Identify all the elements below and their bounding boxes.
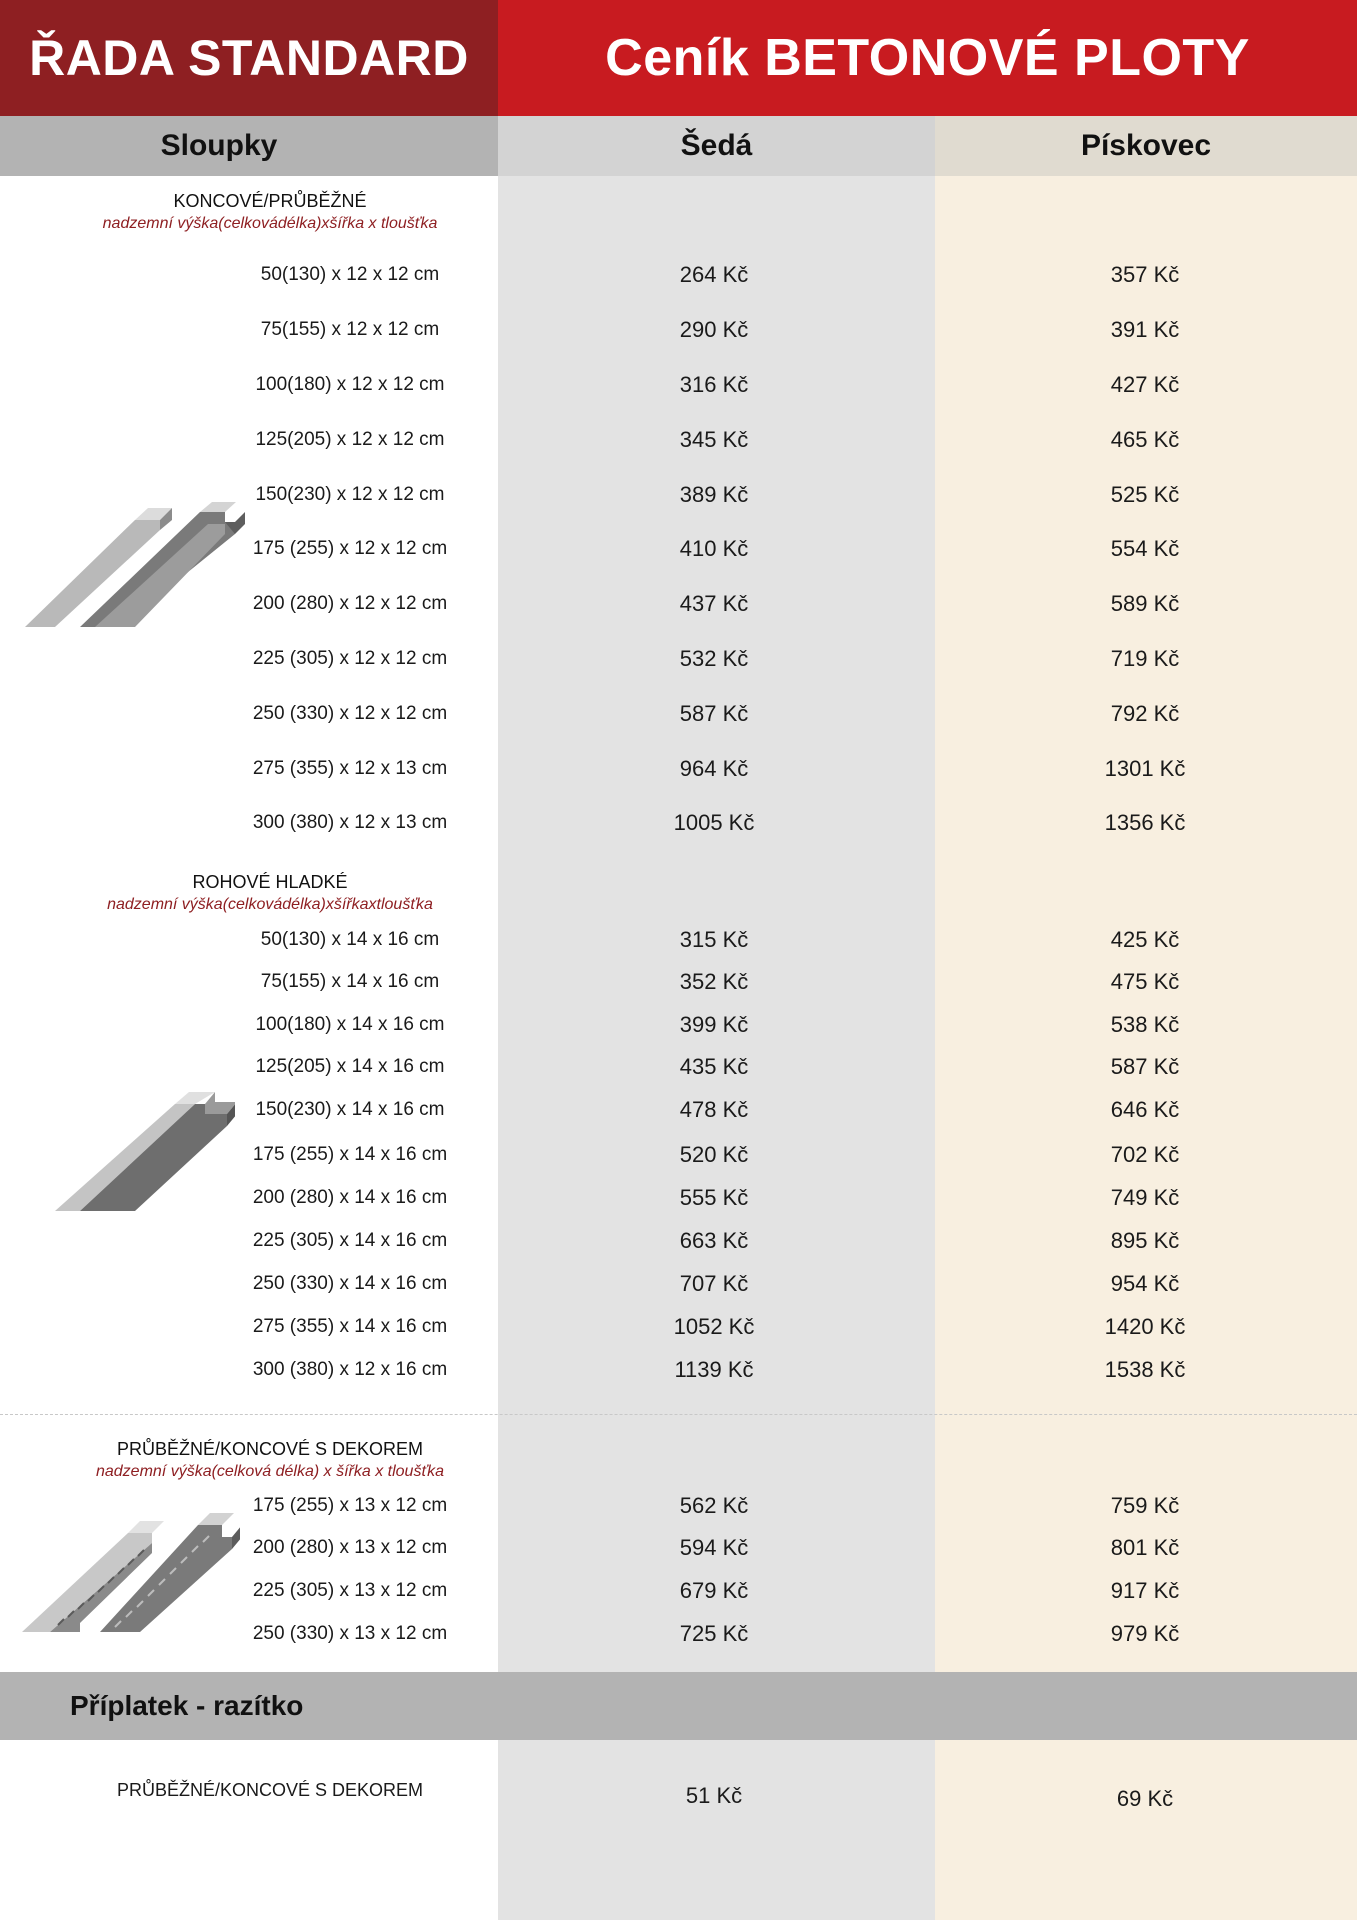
price-sand: 1538 Kč [1104,1357,1186,1382]
price-gray: 1139 Kč [674,1357,754,1382]
price-gray: 520 Kč [679,1142,749,1167]
post-dimensions: 175 (255) x 12 x 12 cm [252,538,448,559]
price-sand: 427 Kč [1110,372,1180,397]
price-sand: 69 Kč [1116,1786,1174,1811]
post-dimensions: 150(230) x 12 x 12 cm [255,484,445,505]
price-sand: 719 Kč [1110,646,1180,671]
post-dimensions: 225 (305) x 12 x 12 cm [252,648,448,669]
table-row [0,967,1357,997]
price-sand: 646 Kč [1110,1097,1180,1122]
price-sand: 979 Kč [1110,1621,1180,1646]
price-gray: 562 Kč [679,1493,749,1518]
section-divider [0,1414,1357,1415]
price-sand: 538 Kč [1110,1012,1180,1037]
price-gray: 679 Kč [679,1578,749,1603]
surcharge-header [0,1672,1357,1740]
table-row [0,1226,1357,1256]
price-sand: 1301 Kč [1104,756,1186,781]
price-gray: 594 Kč [679,1535,749,1560]
table-row [0,260,1357,290]
price-sand: 801 Kč [1110,1535,1180,1560]
price-sand: 465 Kč [1110,427,1180,452]
section-subtitle: nadzemní výška(celková délka) x šířka x tloušťka [95,1463,445,1480]
price-gray: 410 Kč [679,536,749,561]
price-gray: 1052 Kč [673,1314,755,1339]
post-dimensions: 250 (330) x 14 x 16 cm [252,1273,448,1294]
table-row [0,1010,1357,1040]
section-subtitle: nadzemní výška(celkovádélka)xšířkaxtloušťka [107,896,433,913]
post-dimensions: 300 (380) x 12 x 16 cm [252,1359,448,1380]
table-row [0,1312,1357,1342]
series-header [0,0,498,116]
table-row [0,1269,1357,1299]
surcharge-item: PRŮBĚŽNÉ/KONCOVÉ S DEKOREM [116,1780,424,1800]
price-gray: 707 Kč [679,1271,749,1296]
price-sand: 587 Kč [1110,1054,1180,1079]
section-title: PRŮBĚŽNÉ/KONCOVÉ S DEKOREM [116,1439,424,1459]
price-gray: 964 Kč [679,756,749,781]
post-dimensions: 250 (330) x 13 x 12 cm [252,1623,448,1644]
price-gray: 555 Kč [679,1185,749,1210]
post-dimensions: 50(130) x 14 x 16 cm [260,929,440,950]
price-gray: 352 Kč [679,969,749,994]
column-header-gray: Šedá [498,116,935,176]
price-list-header [498,0,1357,116]
table-row [0,754,1357,784]
column-header-sand: Pískovec [935,116,1357,176]
post-dimensions: 175 (255) x 13 x 12 cm [252,1495,448,1516]
decor-concrete-post-icon [20,1505,240,1635]
price-sand: 589 Kč [1110,591,1180,616]
price-list-title: Ceník BETONOVÉ PLOTY [605,29,1250,87]
price-sand: 759 Kč [1110,1493,1180,1518]
post-dimensions: 200 (280) x 13 x 12 cm [252,1537,448,1558]
price-gray: 1005 Kč [673,810,755,835]
price-gray: 399 Kč [679,1012,749,1037]
price-gray: 316 Kč [679,372,749,397]
post-dimensions: 225 (305) x 14 x 16 cm [252,1230,448,1251]
post-dimensions: 100(180) x 14 x 16 cm [255,1014,445,1035]
price-sand: 1420 Kč [1104,1314,1186,1339]
table-row [0,644,1357,674]
price-gray: 315 Kč [679,927,749,952]
table-row [0,808,1357,838]
price-sand: 525 Kč [1110,482,1180,507]
surcharge-title: Příplatek - razítko [70,1690,304,1721]
double-concrete-post-icon [20,500,250,630]
post-dimensions: 225 (305) x 13 x 12 cm [252,1580,448,1601]
price-gray: 587 Kč [679,701,749,726]
price-gray: 478 Kč [679,1097,749,1122]
section-subtitle: nadzemní výška(celkovádélka)xšířka x tloušťka [102,215,438,232]
post-dimensions: 150(230) x 14 x 16 cm [255,1099,445,1120]
post-dimensions: 50(130) x 12 x 12 cm [260,264,440,285]
price-gray: 532 Kč [679,646,749,671]
section-title: ROHOVÉ HLADKÉ [192,872,348,892]
price-gray: 437 Kč [679,591,749,616]
table-row [0,370,1357,400]
price-sand: 425 Kč [1110,927,1180,952]
price-gray: 51 Kč [685,1783,743,1808]
post-dimensions: 125(205) x 12 x 12 cm [255,429,445,450]
post-dimensions: 75(155) x 12 x 12 cm [260,319,440,340]
table-row [0,1355,1357,1385]
price-sand: 792 Kč [1110,701,1180,726]
corner-concrete-post-icon [55,1080,235,1215]
price-sand: 357 Kč [1110,262,1180,287]
price-sand: 554 Kč [1110,536,1180,561]
post-dimensions: 200 (280) x 12 x 12 cm [252,593,448,614]
price-gray: 435 Kč [679,1054,749,1079]
table-row [0,1775,1357,1811]
price-gray: 345 Kč [679,427,749,452]
post-dimensions: 75(155) x 14 x 16 cm [260,971,440,992]
post-dimensions: 250 (330) x 12 x 12 cm [252,703,448,724]
post-dimensions: 300 (380) x 12 x 13 cm [252,812,448,833]
price-sand: 749 Kč [1110,1185,1180,1210]
price-gray: 389 Kč [679,482,749,507]
section-title: KONCOVÉ/PRŮBĚŽNÉ [173,191,367,211]
price-sand: 391 Kč [1110,317,1180,342]
post-dimensions: 175 (255) x 14 x 16 cm [252,1144,448,1165]
table-row [0,925,1357,955]
price-gray: 264 Kč [679,262,749,287]
table-row [0,1052,1357,1082]
price-sand: 702 Kč [1110,1142,1180,1167]
price-sand: 954 Kč [1110,1271,1180,1296]
column-header-description: Sloupky [0,116,498,176]
post-dimensions: 275 (355) x 12 x 13 cm [252,758,448,779]
post-dimensions: 125(205) x 14 x 16 cm [255,1056,445,1077]
table-row [0,315,1357,345]
price-sand: 917 Kč [1110,1578,1180,1603]
price-gray: 663 Kč [679,1228,749,1253]
price-gray: 290 Kč [679,317,749,342]
price-sand: 1356 Kč [1104,810,1186,835]
price-sand: 475 Kč [1110,969,1180,994]
price-sand: 895 Kč [1110,1228,1180,1253]
price-gray: 725 Kč [679,1621,749,1646]
table-row [0,699,1357,729]
post-dimensions: 100(180) x 12 x 12 cm [255,374,445,395]
series-title: ŘADA STANDARD [29,30,469,86]
table-row [0,425,1357,455]
post-dimensions: 275 (355) x 14 x 16 cm [252,1316,448,1337]
post-dimensions: 200 (280) x 14 x 16 cm [252,1187,448,1208]
